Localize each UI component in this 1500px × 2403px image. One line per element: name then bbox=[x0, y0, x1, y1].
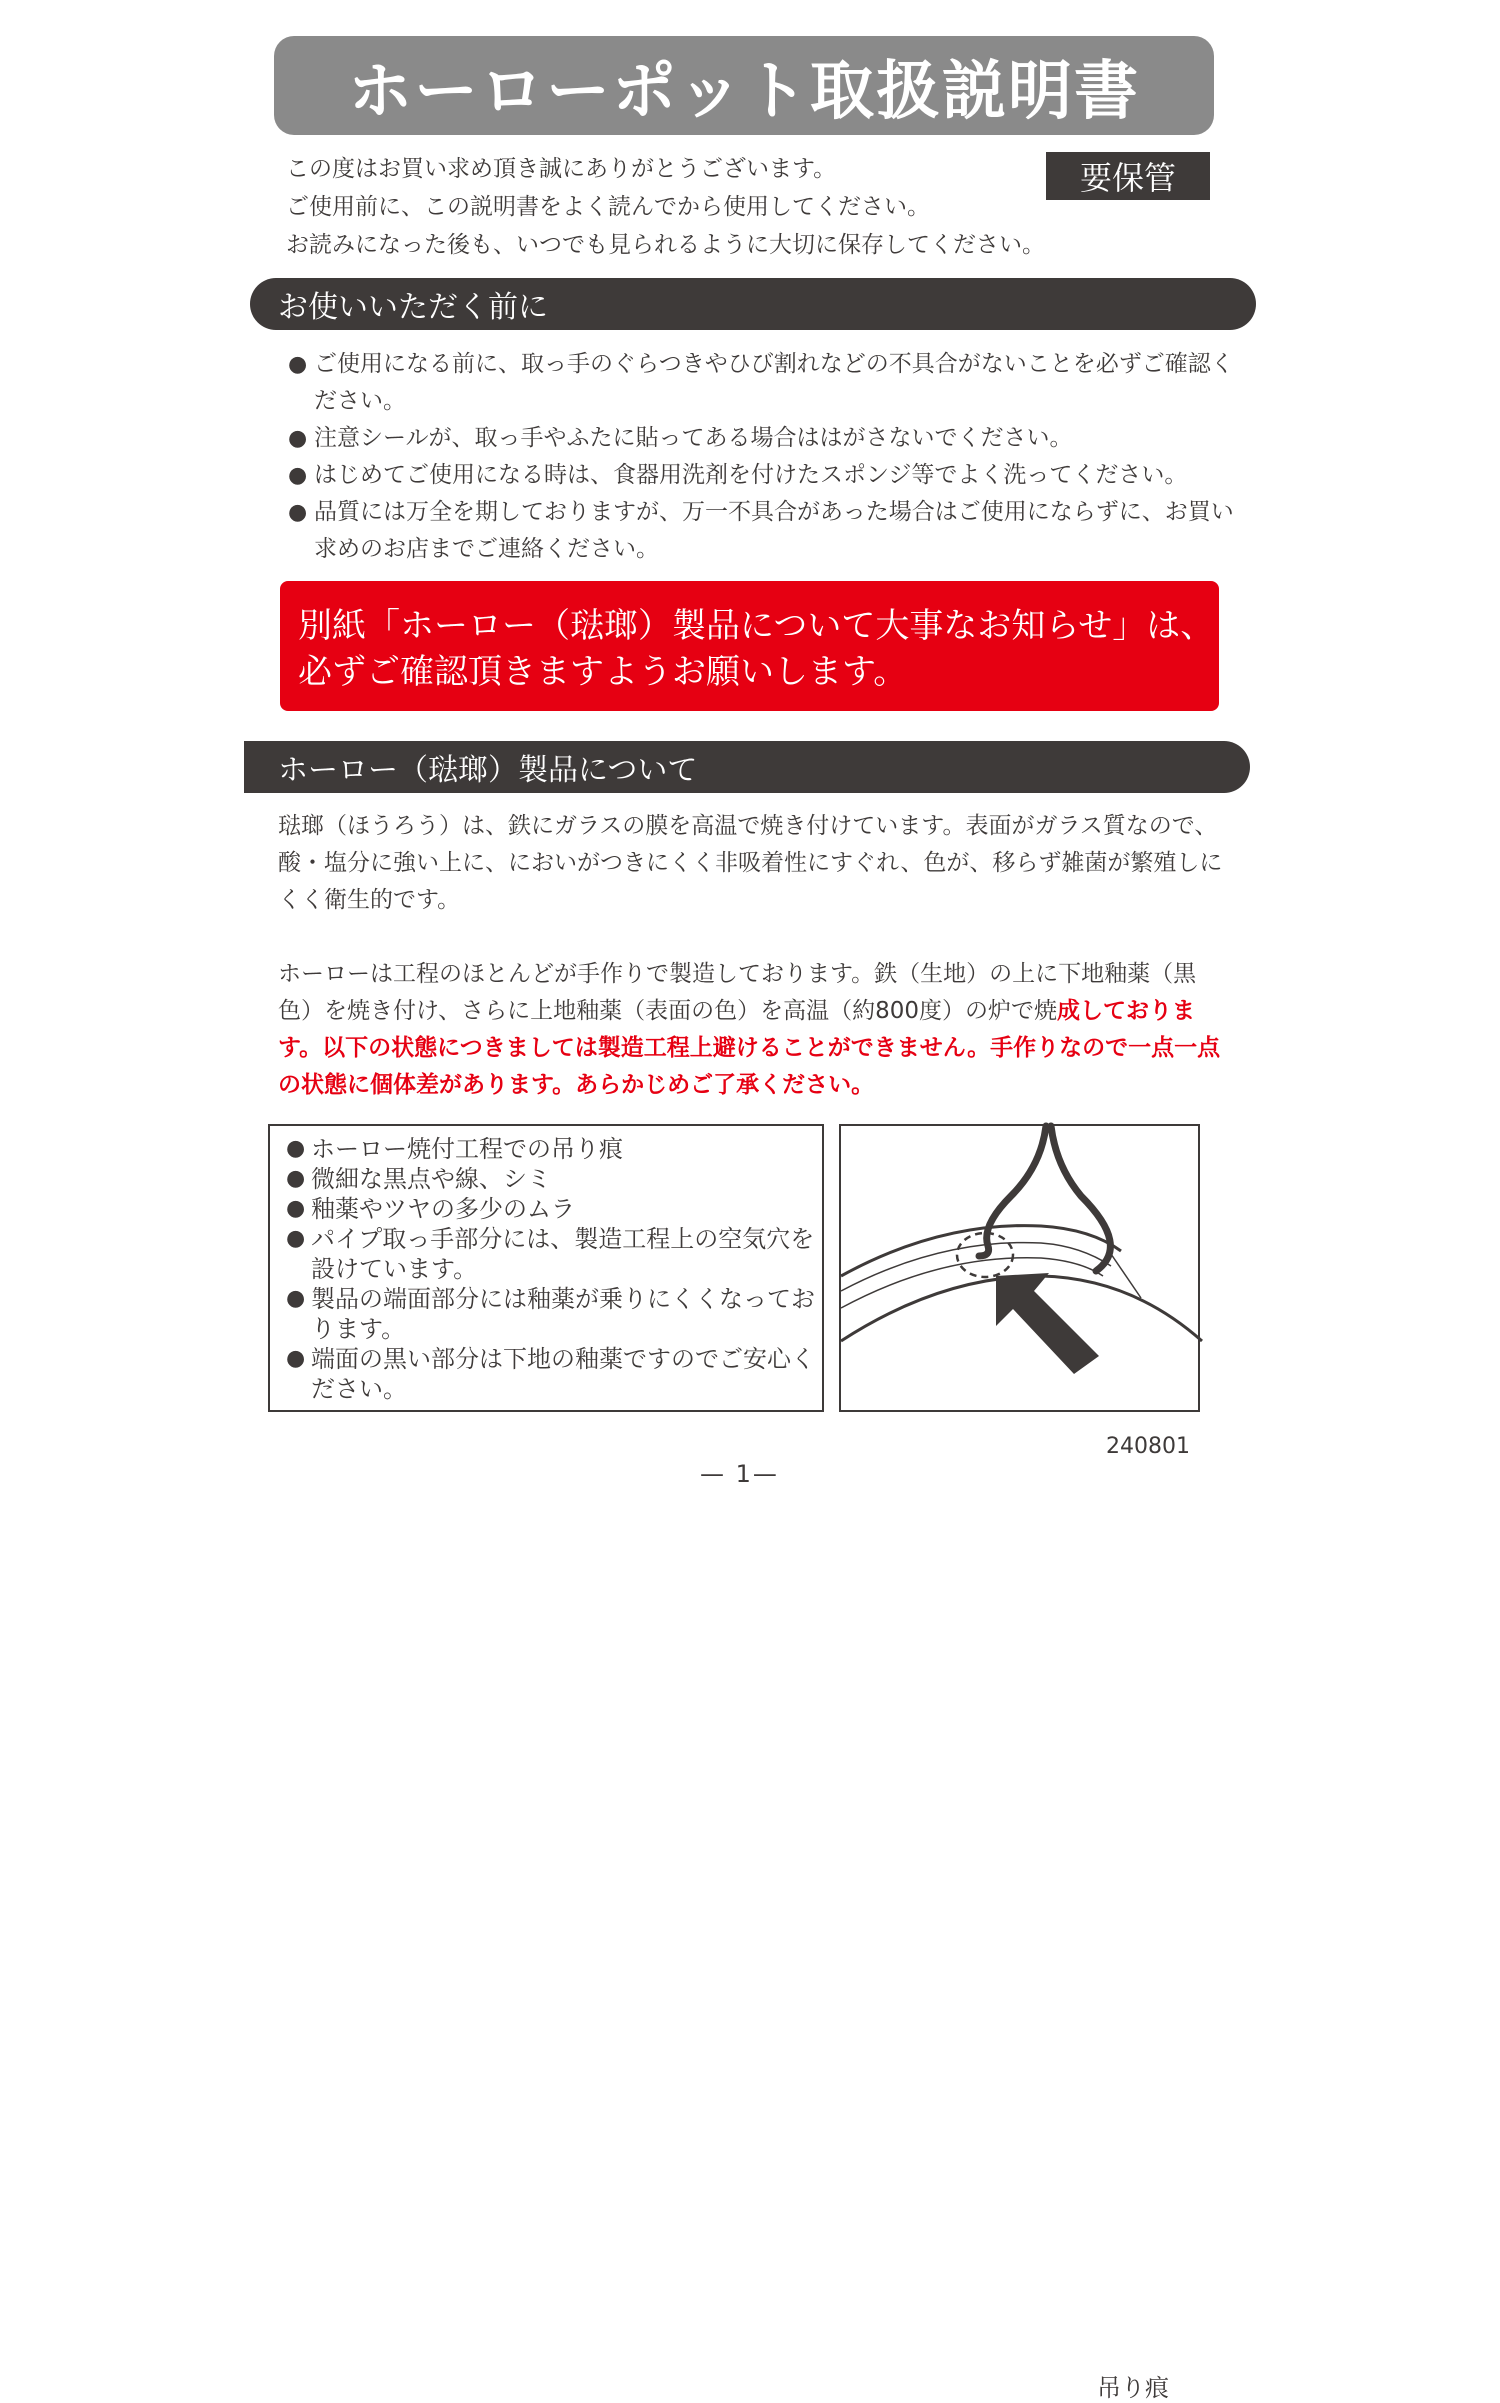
section-heading-label: ホーロー（琺瑯）製品について bbox=[278, 753, 698, 788]
list-item-text: ホーロー焼付工程での吊り痕 bbox=[311, 1135, 623, 1163]
bullet-icon: ● bbox=[286, 1286, 306, 1311]
list-item bbox=[286, 1164, 822, 1194]
list-item bbox=[286, 1134, 822, 1164]
paragraph bbox=[278, 956, 1228, 1104]
list-item-text: 製品の端面部分には釉薬が乗りにくくなっております。 bbox=[311, 1285, 815, 1343]
list-item-text: はじめてご使用になる時は、食器用洗剤を付けたスポンジ等でよく洗ってください。 bbox=[314, 462, 1188, 488]
list-item bbox=[288, 494, 1238, 568]
section-heading-before-use bbox=[250, 278, 1256, 330]
bullet-icon: ● bbox=[288, 352, 308, 377]
important-notice bbox=[280, 581, 1219, 711]
list-item-text: ご使用になる前に、取っ手のぐらつきやひび割れなどの不具合がないことを必ずご確認ください。 bbox=[314, 351, 1234, 414]
list-item-text: 品質には万全を期しておりますが、万一不具合があった場合はご使用にならずに、お買い求めのお店までご連絡ください。 bbox=[314, 499, 1234, 562]
bullet-icon: ● bbox=[286, 1136, 306, 1161]
list-item bbox=[288, 346, 1238, 420]
document-code: 240801 bbox=[1106, 1434, 1190, 1459]
enamel-description bbox=[278, 808, 1228, 1104]
list-item bbox=[286, 1284, 822, 1344]
list-item bbox=[286, 1344, 822, 1404]
list-item-text: 微細な黒点や線、シミ bbox=[311, 1165, 551, 1193]
title-banner bbox=[274, 36, 1214, 135]
list-item bbox=[286, 1194, 822, 1224]
list-item-text: パイプ取っ手部分には、製造工程上の空気穴を設けています。 bbox=[311, 1225, 815, 1283]
list-item-text: 注意シールが、取っ手やふたに貼ってある場合ははがさないでください。 bbox=[314, 425, 1073, 451]
before-use-list bbox=[288, 346, 1238, 568]
bullet-icon: ● bbox=[288, 426, 308, 451]
paragraph-warning: 成しております。以下の状態につきましては製造工程上避けることができません。手作りなので一点一点の状態に個体差があります。あらかじめご了承ください。 bbox=[278, 998, 1221, 1098]
page-number: — 1— bbox=[700, 1460, 779, 1488]
notice-line: 必ずご確認頂きますようお願いします。 bbox=[298, 652, 908, 692]
list-item bbox=[288, 420, 1238, 457]
section-heading-enamel bbox=[244, 741, 1250, 793]
keep-badge: 要保管 bbox=[1046, 152, 1210, 200]
hanging-mark-illustration bbox=[841, 1126, 1202, 1414]
bullet-icon: ● bbox=[288, 500, 308, 525]
paragraph: 琺瑯（ほうろう）は、鉄にガラスの膜を高温で焼き付けています。表面がガラス質なので、酸・塩分に強い上に、においがつきにくく非吸着性にすぐれ、色が、移らず雑菌が繁殖しにくく衛生的です。 bbox=[278, 813, 1223, 913]
bullet-icon: ● bbox=[286, 1226, 306, 1251]
bullet-icon: ● bbox=[286, 1166, 306, 1191]
paragraph-normal: ホーローは工程のほとんどが手作りで製造しております。鉄（生地）の上に下地釉薬（黒色）を焼き付け、さらに上地釉薬（表面の色）を高温（約800度）の炉で焼 bbox=[278, 961, 1197, 1024]
bullet-icon: ● bbox=[286, 1346, 306, 1371]
intro-line: ご使用前に、この説明書をよく読んでから使用してください。 bbox=[286, 194, 930, 220]
conditions-box bbox=[268, 1124, 824, 1412]
list-item bbox=[286, 1224, 822, 1284]
list-item-text: 釉薬やツヤの多少のムラ bbox=[311, 1195, 575, 1223]
bullet-icon: ● bbox=[286, 1196, 306, 1221]
list-item-text: 端面の黒い部分は下地の釉薬ですのでご安心ください。 bbox=[311, 1345, 815, 1403]
intro-text bbox=[286, 150, 1045, 264]
page-title: ホーローポット取扱説明書 bbox=[348, 54, 1140, 129]
intro-line: お読みになった後も、いつでも見られるように大切に保存してください。 bbox=[286, 232, 1045, 258]
list-item bbox=[288, 457, 1238, 494]
intro-line: この度はお買い求め頂き誠にありがとうございます。 bbox=[286, 156, 837, 182]
bullet-icon: ● bbox=[288, 463, 308, 488]
section-heading-label: お使いいただく前に bbox=[278, 290, 548, 325]
notice-line: 別紙「ホーロー（琺瑯）製品について大事なお知らせ」は、 bbox=[298, 606, 1215, 646]
figure-label: 吊り痕 bbox=[1097, 2374, 1169, 2402]
